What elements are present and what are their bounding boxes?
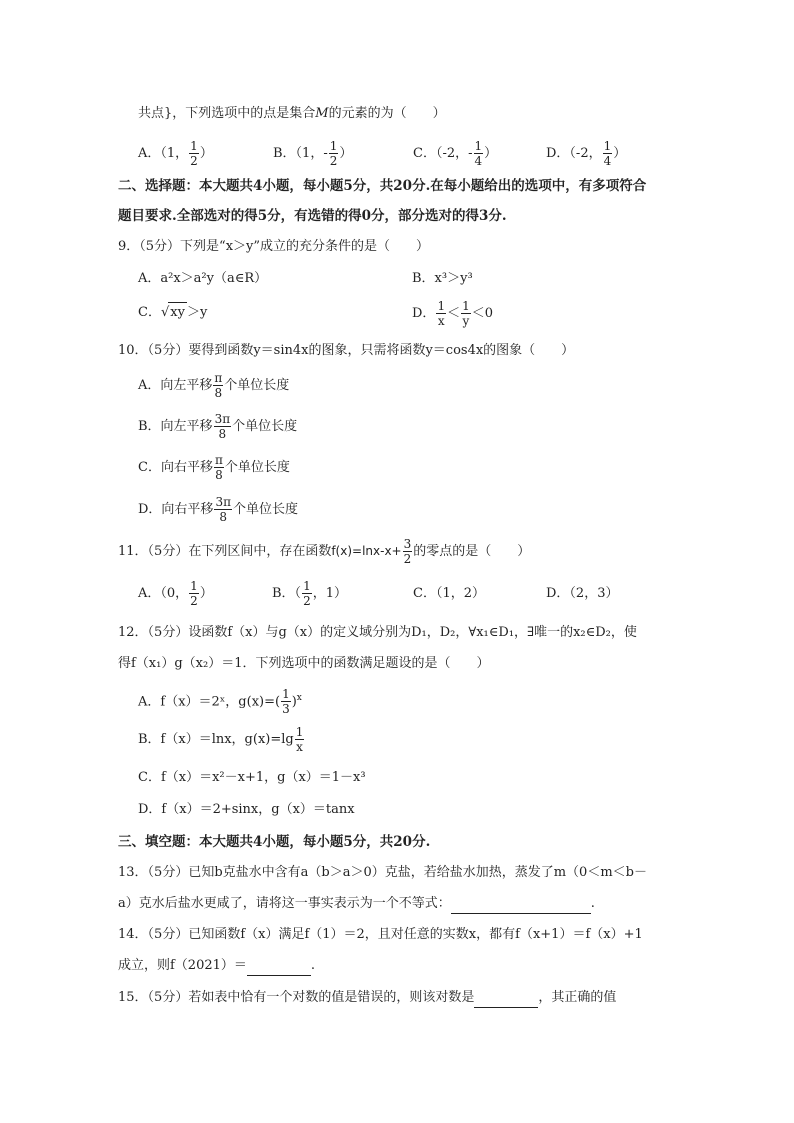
q8-option-c: C．（-2，- $\frac{1}{4}$ ）: [413, 139, 498, 168]
sqrt-icon: √: [160, 305, 170, 320]
q12-option-d: D．f（x）＝2+sinx，g（x）＝tanx: [138, 802, 355, 817]
q10-option-c: C．向右平移 $\frac{\pi}{8}$ 个单位长度: [138, 453, 290, 482]
fraction: $\frac{1}{x}$: [295, 725, 304, 754]
q13-stem-cont: a）克水后盐水更咸了，请将这一事实表示为一个不等式： .: [118, 894, 595, 914]
q10-option-a: A．向左平移 $\frac{\pi}{8}$ 个单位长度: [138, 371, 290, 400]
q15-stem: 15．（5分）若如表中恰有一个对数的值是错误的，则该对数是 ，其正确的值: [118, 988, 616, 1008]
q11-option-b: B．（ $\frac{1}{2}$ ，1）: [272, 579, 347, 608]
q11-option-a: A．（0， $\frac{1}{2}$ ）: [138, 579, 213, 608]
fraction: $\frac{3\pi}{8}$: [214, 412, 231, 441]
q8-option-d: D．（-2， $\frac{1}{4}$ ）: [546, 139, 627, 168]
q9-option-c: C．√xy ＞y: [138, 302, 207, 323]
q8-continuation: 共点}，下列选项中的点是集合M的元素的为（ ）: [138, 106, 446, 121]
section-3-header: 三、填空题：本大题共4小题，每小题5分，共20分.: [118, 834, 431, 850]
fraction: $\frac{1}{2}$: [303, 579, 311, 608]
q11-option-d: D．（2，3）: [546, 586, 619, 601]
fraction: $\frac{1}{2}$: [190, 579, 198, 608]
q8-option-b: B．（1，- $\frac{1}{2}$ ）: [273, 139, 353, 168]
q12-option-a: A．f（x）＝2ˣ，g(x)=( $\frac{1}{3}$ )$^x$: [138, 687, 302, 717]
fraction: $\frac{1}{3}$: [282, 687, 290, 717]
fraction: $\frac{1}{4}$: [603, 139, 612, 168]
q10-option-d: D．向右平移 $\frac{3\pi}{8}$ 个单位长度: [138, 495, 298, 524]
q12-option-b: B．f（x）＝lnx，g(x)=lg $\frac{1}{x}$: [138, 725, 304, 754]
answer-blank[interactable]: [247, 961, 311, 976]
q9-option-d: D． $\frac{1}{x}$ ＜ $\frac{1}{y}$ ＜0: [412, 299, 494, 328]
answer-blank[interactable]: [451, 899, 591, 914]
fraction: $\frac{1}{y}$: [462, 299, 470, 328]
fraction: $\frac{3\pi}{8}$: [215, 495, 231, 524]
q10-stem: 10．（5分）要得到函数y＝sin4x的图象，只需将函数y＝cos4x的图象（ ）: [118, 343, 575, 358]
section-2-header-cont: 题目要求.全部选对的得5分，有选错的得0分，部分选对的得3分.: [118, 208, 507, 224]
fraction: $\frac{1}{2}$: [329, 139, 338, 168]
fraction: $\frac{3}{2}$: [403, 537, 412, 566]
q13-stem: 13．（5分）已知b克盐水中含有a（b＞a＞0）克盐，若给盐水加热，蒸发了m（0＜m＜b－: [118, 865, 647, 880]
q14-stem: 14．（5分）已知函数f（x）满足f（1）＝2，且对任意的实数x，都有f（x+1）＝f（x）+1: [118, 927, 643, 942]
q11-stem: 11．（5分）在下列区间中，存在函数f(x)=lnx-x+ $\frac{3}{2}$ 的零点的是（ ）: [118, 537, 531, 566]
fraction: $\frac{1}{4}$: [474, 139, 483, 168]
fraction: $\frac{\pi}{8}$: [214, 453, 223, 482]
q9-option-b: B．x³＞y³: [412, 271, 473, 286]
q9-option-a: A．a²x＞a²y（a∈R）: [138, 271, 268, 286]
fraction: $\frac{1}{2}$: [190, 139, 198, 168]
q12-stem-cont: 得f（x₁）g（x₂）＝1．下列选项中的函数满足题设的是（ ）: [118, 656, 490, 671]
q12-stem: 12．（5分）设函数f（x）与g（x）的定义域分别为D₁，D₂，∀x₁∈D₁，∃唯一的x₂∈D₂，使: [118, 625, 637, 640]
answer-blank[interactable]: [474, 993, 538, 1008]
fraction: $\frac{\pi}{8}$: [214, 371, 223, 400]
q14-stem-cont: 成立，则f（2021）＝ .: [118, 956, 315, 976]
q9-stem: 9．（5分）下列是“x＞y”成立的充分条件的是（ ）: [118, 239, 430, 254]
section-2-header: 二、选择题：本大题共4小题，每小题5分，共20分.在每小题给出的选项中，有多项符合: [118, 178, 647, 194]
q10-option-b: B．向左平移 $\frac{3\pi}{8}$ 个单位长度: [138, 412, 298, 441]
q12-option-c: C．f（x）＝x²－x+1，g（x）＝1－x³: [138, 770, 366, 785]
fraction: $\frac{1}{x}$: [437, 299, 446, 328]
q8-option-a: A．（1， $\frac{1}{2}$ ）: [138, 139, 213, 168]
q11-option-c: C．（1，2）: [413, 586, 485, 601]
